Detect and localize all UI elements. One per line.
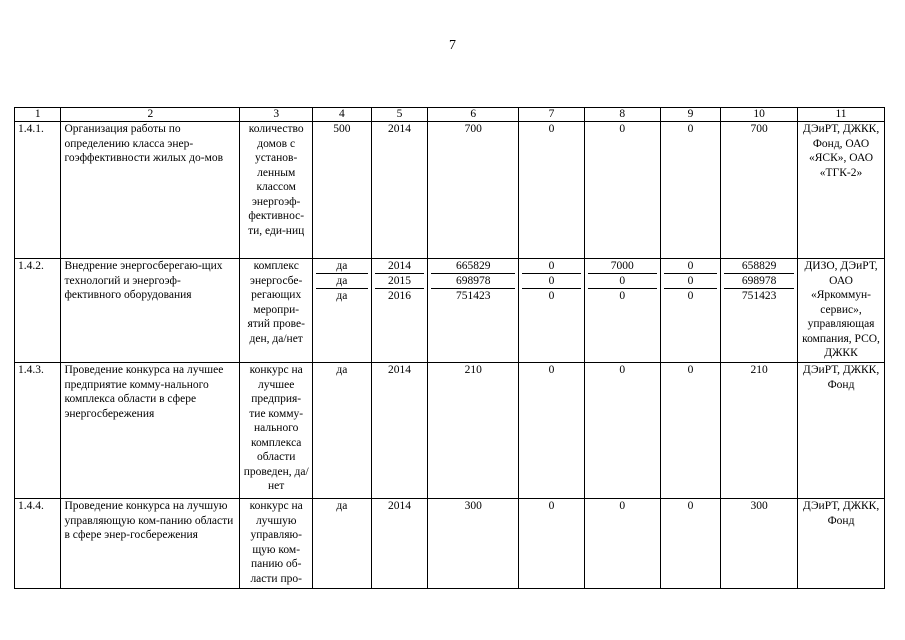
row-col7: 0	[519, 499, 585, 589]
page-number: 7	[449, 38, 456, 53]
row-year	[371, 259, 428, 363]
program-table	[14, 107, 885, 589]
table-row	[15, 259, 885, 363]
sub-value: 658829	[724, 259, 794, 274]
row-id: 1.4.4.	[15, 499, 61, 589]
sub-value: 0	[522, 259, 581, 274]
col-header: 10	[721, 108, 798, 122]
row-indicator: комплекс энергосбе-регающих меропри-ятий прове-ден, да/нет	[240, 259, 313, 363]
row-target: да	[313, 363, 372, 499]
row-col8	[584, 259, 660, 363]
row-col7: 0	[519, 363, 585, 499]
col-header: 4	[313, 108, 372, 122]
row-indicator: количество домов с установ-ленным классом энергоэф-фективнос-ти, еди-ниц	[240, 122, 313, 259]
sub-value: 665829	[431, 259, 515, 274]
row-executors: ДИЗО, ДЭиРТ, ОАО «Яркоммун-сервис», управляющая компания, РСО, ДЖКК	[798, 259, 885, 363]
row-total	[428, 259, 519, 363]
header-row	[15, 108, 885, 122]
col-header: 5	[371, 108, 428, 122]
row-target: да	[313, 499, 372, 589]
row-id: 1.4.1.	[15, 122, 61, 259]
row-col10: 700	[721, 122, 798, 259]
row-col9: 0	[660, 363, 721, 499]
sub-value: 0	[548, 290, 555, 302]
sub-value: 2016	[387, 290, 411, 302]
sub-value: 751423	[455, 290, 491, 302]
sub-value: 0	[619, 290, 626, 302]
col-header: 6	[428, 108, 519, 122]
row-col8: 0	[584, 499, 660, 589]
row-col7: 0	[519, 122, 585, 259]
row-col10	[721, 259, 798, 363]
row-executors: ДЭиРТ, ДЖКК, Фонд, ОАО «ЯСК», ОАО «ТГК-2»	[798, 122, 885, 259]
row-total: 210	[428, 363, 519, 499]
row-executors: ДЭиРТ, ДЖКК, Фонд	[798, 363, 885, 499]
row-year: 2014	[371, 499, 428, 589]
row-executors: ДЭиРТ, ДЖКК, Фонд	[798, 499, 885, 589]
row-col9: 0	[660, 122, 721, 259]
col-header: 3	[240, 108, 313, 122]
row-col9	[660, 259, 721, 363]
row-total: 300	[428, 499, 519, 589]
sub-value: 0	[588, 274, 657, 289]
col-header: 2	[61, 108, 240, 122]
sub-value: 2014	[375, 259, 425, 274]
sub-value: 0	[522, 274, 581, 289]
sub-value: 698978	[431, 274, 515, 289]
sub-value: 2015	[375, 274, 425, 289]
table-row	[15, 363, 885, 499]
row-name: Проведение конкурса на лучшую управляющую ком-панию области в сфере энер-госбережения	[61, 499, 240, 589]
table-row	[15, 499, 885, 589]
row-year: 2014	[371, 122, 428, 259]
row-name: Организация работы по определению класса энер-гоэффективности жилых до-мов	[61, 122, 240, 259]
row-id: 1.4.2.	[15, 259, 61, 363]
row-indicator: конкурс на лучшее предприя-тие комму-нального комплекса области проведен, да/нет	[240, 363, 313, 499]
row-total: 700	[428, 122, 519, 259]
col-header: 11	[798, 108, 885, 122]
sub-value: да	[316, 274, 368, 289]
col-header: 9	[660, 108, 721, 122]
row-year: 2014	[371, 363, 428, 499]
row-col8: 0	[584, 122, 660, 259]
sub-value: да	[336, 290, 348, 302]
sub-value: 0	[687, 290, 694, 302]
row-id: 1.4.3.	[15, 363, 61, 499]
sub-value: 0	[664, 274, 718, 289]
col-header: 7	[519, 108, 585, 122]
row-col7	[519, 259, 585, 363]
sub-value: да	[316, 259, 368, 274]
table-row	[15, 122, 885, 259]
row-col9: 0	[660, 499, 721, 589]
row-target: 500	[313, 122, 372, 259]
sub-value: 698978	[724, 274, 794, 289]
row-col10: 300	[721, 499, 798, 589]
col-header: 8	[584, 108, 660, 122]
row-col8: 0	[584, 363, 660, 499]
row-target	[313, 259, 372, 363]
row-name: Внедрение энергосберегаю-щих технологий и энергоэф-фективного оборудования	[61, 259, 240, 363]
sub-value: 751423	[741, 290, 777, 302]
sub-value: 7000	[588, 259, 657, 274]
col-header: 1	[15, 108, 61, 122]
row-col10: 210	[721, 363, 798, 499]
row-name: Проведение конкурса на лучшее предприятие комму-нального комплекса области в сфере энергосбережения	[61, 363, 240, 499]
row-indicator: конкурс на лучшую управляю-щую ком-панию об-ласти про-	[240, 499, 313, 589]
sub-value: 0	[664, 259, 718, 274]
